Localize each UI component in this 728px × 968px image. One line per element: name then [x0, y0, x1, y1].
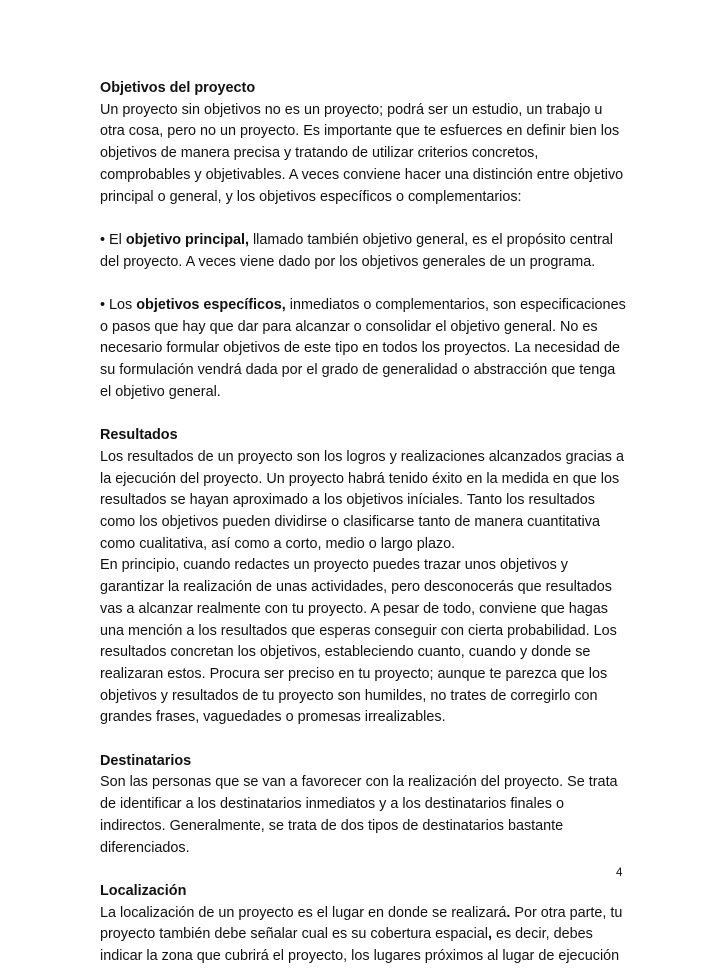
- document-body: [100, 78, 628, 968]
- bullet-objetivos-especificos: [100, 295, 628, 404]
- section-objetivos: [100, 78, 628, 404]
- bullet-text: llamado también objetivo general, es el propósito central del proyecto. A veces viene dado por los objetivos generales de un programa.: [100, 231, 613, 270]
- bold-comma: ,: [487, 926, 492, 943]
- section-destinatarios: [100, 751, 628, 860]
- bold-period: .: [506, 904, 511, 921]
- paragraph-objetivos-intro: Un proyecto sin objetivos no es un proyecto; podrá ser un estudio, un trabajo u otra cosa, pero no un proyecto. Es importante que te esfuerces en definir bien los objetivos de manera precisa y tratando de utilizar criterios concretos, comprobables y objetivables. A veces conviene hacer una distinción entre objetivo principal o general, y los objetivos específicos o complementarios:: [100, 101, 624, 205]
- paragraph-localizacion: [100, 903, 628, 968]
- paragraph-resultados-1: Los resultados de un proyecto son los logros y realizaciones alcanzados gracias a la ejecución del proyecto. Un proyecto habrá tenido éxito en la medida en que los resultados se hayan aproximado a los objetivos iníciales. Tanto los resultados como los objetivos pueden dividirse o clasificarse tanto de manera cuantitativa como cualitativa, así como a corto, medio o largo plazo.: [100, 448, 624, 552]
- section-localizacion: [100, 881, 628, 968]
- heading-objetivos: Objetivos del proyecto: [100, 80, 256, 96]
- section-resultados: [100, 425, 628, 729]
- bold-term: objetivos específicos,: [136, 297, 286, 313]
- bullet-objetivo-principal: [100, 230, 628, 273]
- bold-term: objetivo principal,: [125, 231, 249, 248]
- paragraph-destinatarios: Son las personas que se van a favorecer con la realización del proyecto. Se trata de identificar a los destinatarios inmediatos y a los destinatarios finales o indirectos. Generalmente, se trata de dos tipos de destinatarios bastante diferenciados.: [100, 774, 618, 856]
- text-run: La localización de un proyecto es el lugar en donde se realizará: [100, 904, 507, 921]
- page-number: 4: [616, 867, 623, 879]
- text-run: Por otra parte, tu proyecto también debe señalar cual es su cobertura espacial: [100, 904, 623, 943]
- text-run: es decir, debes indicar la zona que cubrirá el proyecto, los lugares próximos al lugar de ejecución: [100, 926, 620, 965]
- bullet-prefix: • El: [100, 231, 126, 248]
- heading-localizacion: Localización: [100, 882, 187, 899]
- heading-resultados: Resultados: [100, 427, 178, 444]
- bullet-prefix: • Los: [100, 297, 137, 313]
- bullet-text: inmediatos o complementarios, son especificaciones o pasos que hay que dar para alcanzar o consolidar el objetivo general. No es necesario formular objetivos de este tipo en todos los proyectos. La necesidad de su formulación vendrá dada por el grado de generalidad o abstracción que tenga el objetivo general.: [100, 297, 626, 400]
- heading-destinatarios: Destinatarios: [100, 752, 192, 769]
- paragraph-resultados-2: En principio, cuando redactes un proyecto puedes trazar unos objetivos y garantizar la realización de unas actividades, pero desconocerás que resultados vas a alcanzar realmente con tu proyecto. A pesar de todo, conviene que hagas una mención a los resultados que esperas conseguir con cierta probabilidad. Los resultados concretan los objetivos, estableciendo cuanto, cuando y donde se realizaran estos. Procura ser preciso en tu proyecto; aunque te parezca que los objetivos y resultados de tu proyecto son humildes, no trates de corregirlo con grandes frases, vaguedades o promesas irrealizables.: [100, 557, 617, 726]
